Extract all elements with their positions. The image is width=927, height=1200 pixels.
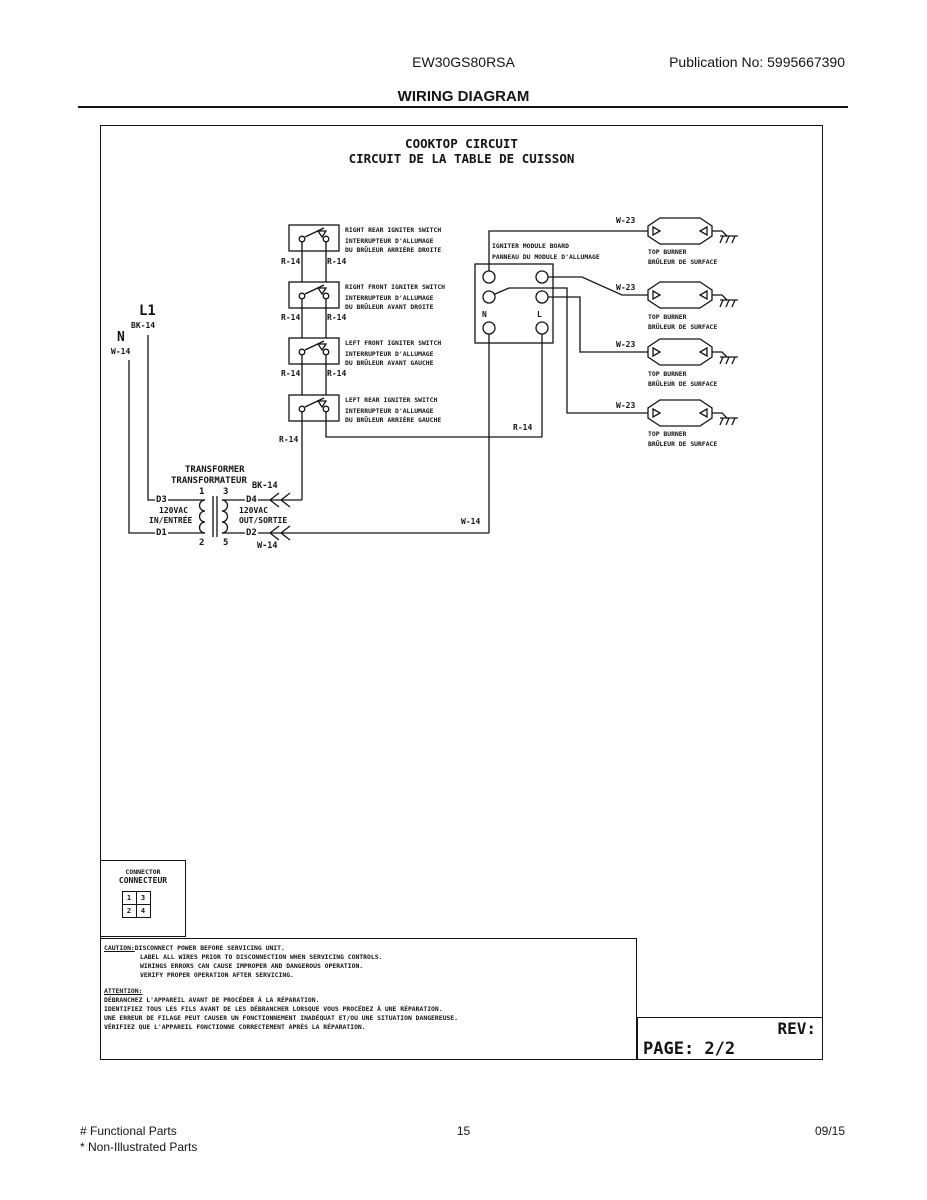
burner-body [648, 282, 712, 308]
diagram-title-fr: CIRCUIT DE LA TABLE DE CUISSON [348, 151, 575, 166]
terminal-d4: D4 [246, 495, 257, 505]
burner-2-name-en: TOP BURNER [648, 313, 687, 321]
board-terminal-n-label: N [482, 310, 487, 319]
header-rule [78, 106, 848, 108]
connector-pin-1: 1 [122, 891, 137, 905]
caution-text-1: DISCONNECT POWER BEFORE SERVICING UNIT. [134, 944, 285, 952]
burner-electrode [653, 409, 660, 417]
switch-2-fr1: INTERRUPTEUR D'ALLUMAGE [345, 294, 434, 302]
switch-1-fr2: DU BRÛLEUR ARRIÈRE DROITE [345, 246, 442, 254]
switch-3-fr1: INTERRUPTEUR D'ALLUMAGE [345, 350, 434, 358]
page-indicator: PAGE: 2/2 [643, 1039, 736, 1059]
burner-2-name-fr: BRÛLEUR DE SURFACE [648, 323, 718, 331]
igniter-switch-left-rear [289, 395, 339, 421]
model-number: EW30GS80RSA [412, 54, 515, 70]
wire-label-w14: W-14 [257, 541, 278, 551]
connector-name-fr: CONNECTEUR [118, 876, 168, 885]
transformer-in-1: 120VAC [159, 506, 188, 515]
switch-3-fr2: DU BRÛLEUR AVANT GAUCHE [345, 359, 434, 367]
burner-body [648, 218, 712, 244]
board-wires [489, 231, 648, 533]
burner-4-name-en: TOP BURNER [648, 430, 687, 438]
caution-line-4: VERIFY PROPER OPERATION AFTER SERVICING. [140, 971, 294, 979]
rev-label: REV: [777, 1019, 816, 1038]
burner-electrode [653, 227, 660, 235]
transformer-out-2: OUT/SORTIE [239, 516, 288, 525]
secondary-coil [222, 500, 228, 533]
transformer-in-2: IN/ENTRÉE [149, 516, 193, 525]
igniter-switch-left-front [289, 338, 339, 364]
top-burner-1 [648, 218, 738, 244]
board-terminal [483, 271, 495, 283]
footer-page-number: 15 [456, 1124, 471, 1138]
transformer-name-fr: TRANSFORMATEUR [171, 476, 247, 486]
board-terminal-n [483, 322, 495, 334]
footer-functional-parts: # Functional Parts [80, 1124, 177, 1138]
burner-body [648, 339, 712, 365]
primary-coil [200, 500, 206, 533]
connector-legend [100, 860, 186, 937]
footer-date: 09/15 [814, 1124, 845, 1138]
caution-block [100, 938, 637, 1060]
terminal-d3: D3 [156, 495, 167, 505]
switch-1-name: RIGHT REAR IGNITER SWITCH [345, 226, 442, 234]
transformer-out-1: 120VAC [239, 506, 268, 515]
connector-pin-3: 3 [136, 891, 151, 905]
diagram-title-en: COOKTOP CIRCUIT [405, 136, 518, 151]
switch-2-name: RIGHT FRONT IGNITER SWITCH [345, 283, 446, 291]
switch-2-fr2: DU BRÛLEUR AVANT DROITE [345, 303, 434, 311]
wire-label-bk14: BK-14 [252, 481, 278, 491]
connector-name-en: CONNECTOR [125, 868, 161, 876]
transformer-pin-1: 1 [199, 487, 205, 497]
burner-1-name-en: TOP BURNER [648, 248, 687, 256]
board-terminal-l-label: L [537, 310, 542, 319]
switch-1-fr1: INTERRUPTEUR D'ALLUMAGE [345, 237, 434, 245]
wire-label-r14: R-14 [281, 313, 301, 322]
wire-label-w23: W-23 [616, 283, 636, 292]
terminal-d2: D2 [246, 528, 257, 538]
top-burner-3 [648, 339, 738, 365]
rev-page-box [637, 1017, 823, 1060]
attention-line-1: DÉBRANCHEZ L'APPAREIL AVANT DE PROCÉDER À LA RÉPARATION. [104, 996, 320, 1004]
attention-line-4: VÉRIFIEZ QUE L'APPAREIL FONCTIONNE CORRECTEMENT APRÈS LA RÉPARATION. [104, 1023, 366, 1031]
attention-label: ATTENTION: [104, 987, 143, 995]
label-l1: L1 [139, 303, 156, 319]
switch-4-fr2: DU BRÛLEUR ARRIÈRE GAUCHE [345, 416, 442, 424]
caution-line-2: LABEL ALL WIRES PRIOR TO DISCONNECTION WHEN SERVICING CONTROLS. [140, 953, 383, 961]
transformer-name-en: TRANSFORMER [185, 465, 245, 475]
caution-label: CAUTION: [104, 944, 135, 952]
wire-label-r14: R-14 [327, 313, 347, 322]
top-burner-4 [648, 400, 738, 426]
switch-3-name: LEFT FRONT IGNITER SWITCH [345, 339, 442, 347]
board-name-en: IGNITER MODULE BOARD [492, 242, 569, 250]
attention-line-3: UNE ERREUR DE FILAGE PEUT CAUSER UN FONCTIONNEMENT INADÉQUAT ET/OU UNE SITUATION DANGEREUSE. [104, 1014, 458, 1022]
burner-electrode [653, 348, 660, 356]
label-bk14-supply: BK-14 [131, 321, 156, 330]
switch-4-name: LEFT REAR IGNITER SWITCH [345, 396, 438, 404]
wire-label-r14: R-14 [327, 257, 347, 266]
caution-line-1 [104, 944, 285, 953]
connector-pin-4: 4 [136, 904, 151, 918]
connector-pin-grid [122, 891, 150, 917]
connector-pin-2: 2 [122, 904, 137, 918]
caution-line-3: WIRINGS ERRORS CAN CAUSE IMPROPER AND DANGEROUS OPERATION. [140, 962, 364, 970]
board-terminal [536, 271, 548, 283]
burner-electrode [700, 227, 707, 235]
board-terminal [483, 291, 495, 303]
igniter-switch-right-rear [289, 225, 339, 251]
wire-label-w23: W-23 [616, 401, 636, 410]
wire-label-r14: R-14 [279, 435, 299, 444]
wire-label-w23: W-23 [616, 216, 636, 225]
burner-1-name-fr: BRÛLEUR DE SURFACE [648, 258, 718, 266]
terminal-d1: D1 [156, 528, 167, 538]
burner-electrode [700, 291, 707, 299]
label-n: N [117, 330, 125, 345]
footer-non-illustrated-parts: * Non-Illustrated Parts [80, 1140, 198, 1154]
burner-electrode [653, 291, 660, 299]
burner-3-name-fr: BRÛLEUR DE SURFACE [648, 380, 718, 388]
publication-number: Publication No: 5995667390 [669, 54, 845, 70]
igniter-module-board [475, 264, 553, 343]
wire-label-r14: R-14 [327, 369, 347, 378]
transformer-pin-3: 3 [223, 487, 229, 497]
switch-4-fr1: INTERRUPTEUR D'ALLUMAGE [345, 407, 434, 415]
board-terminal [536, 291, 548, 303]
igniter-switch-right-front [289, 282, 339, 308]
wire-label-r14: R-14 [513, 423, 533, 432]
transformer-pin-2: 2 [199, 538, 205, 548]
burner-4-name-fr: BRÛLEUR DE SURFACE [648, 440, 718, 448]
burner-electrode [700, 348, 707, 356]
transformer-pin-5: 5 [223, 538, 229, 548]
wire-label-w23: W-23 [616, 340, 636, 349]
top-burner-2 [648, 282, 738, 308]
burner-electrode [700, 409, 707, 417]
wire-label-r14: R-14 [281, 369, 301, 378]
attention-line-2: IDENTIFIEZ TOUS LES FILS AVANT DE LES DÉBRANCHER LORSQUE VOUS PROCÉDEZ À UNE RÉPARATION. [104, 1005, 443, 1013]
burner-body [648, 400, 712, 426]
board-name-fr: PANNEAU DU MODULE D'ALLUMAGE [492, 253, 600, 261]
wire-label-r14: R-14 [281, 257, 301, 266]
label-w14-supply: W-14 [111, 347, 131, 356]
wire-label-w14: W-14 [461, 517, 481, 526]
page-title: WIRING DIAGRAM [397, 88, 530, 105]
board-terminal-l [536, 322, 548, 334]
burner-3-name-en: TOP BURNER [648, 370, 687, 378]
